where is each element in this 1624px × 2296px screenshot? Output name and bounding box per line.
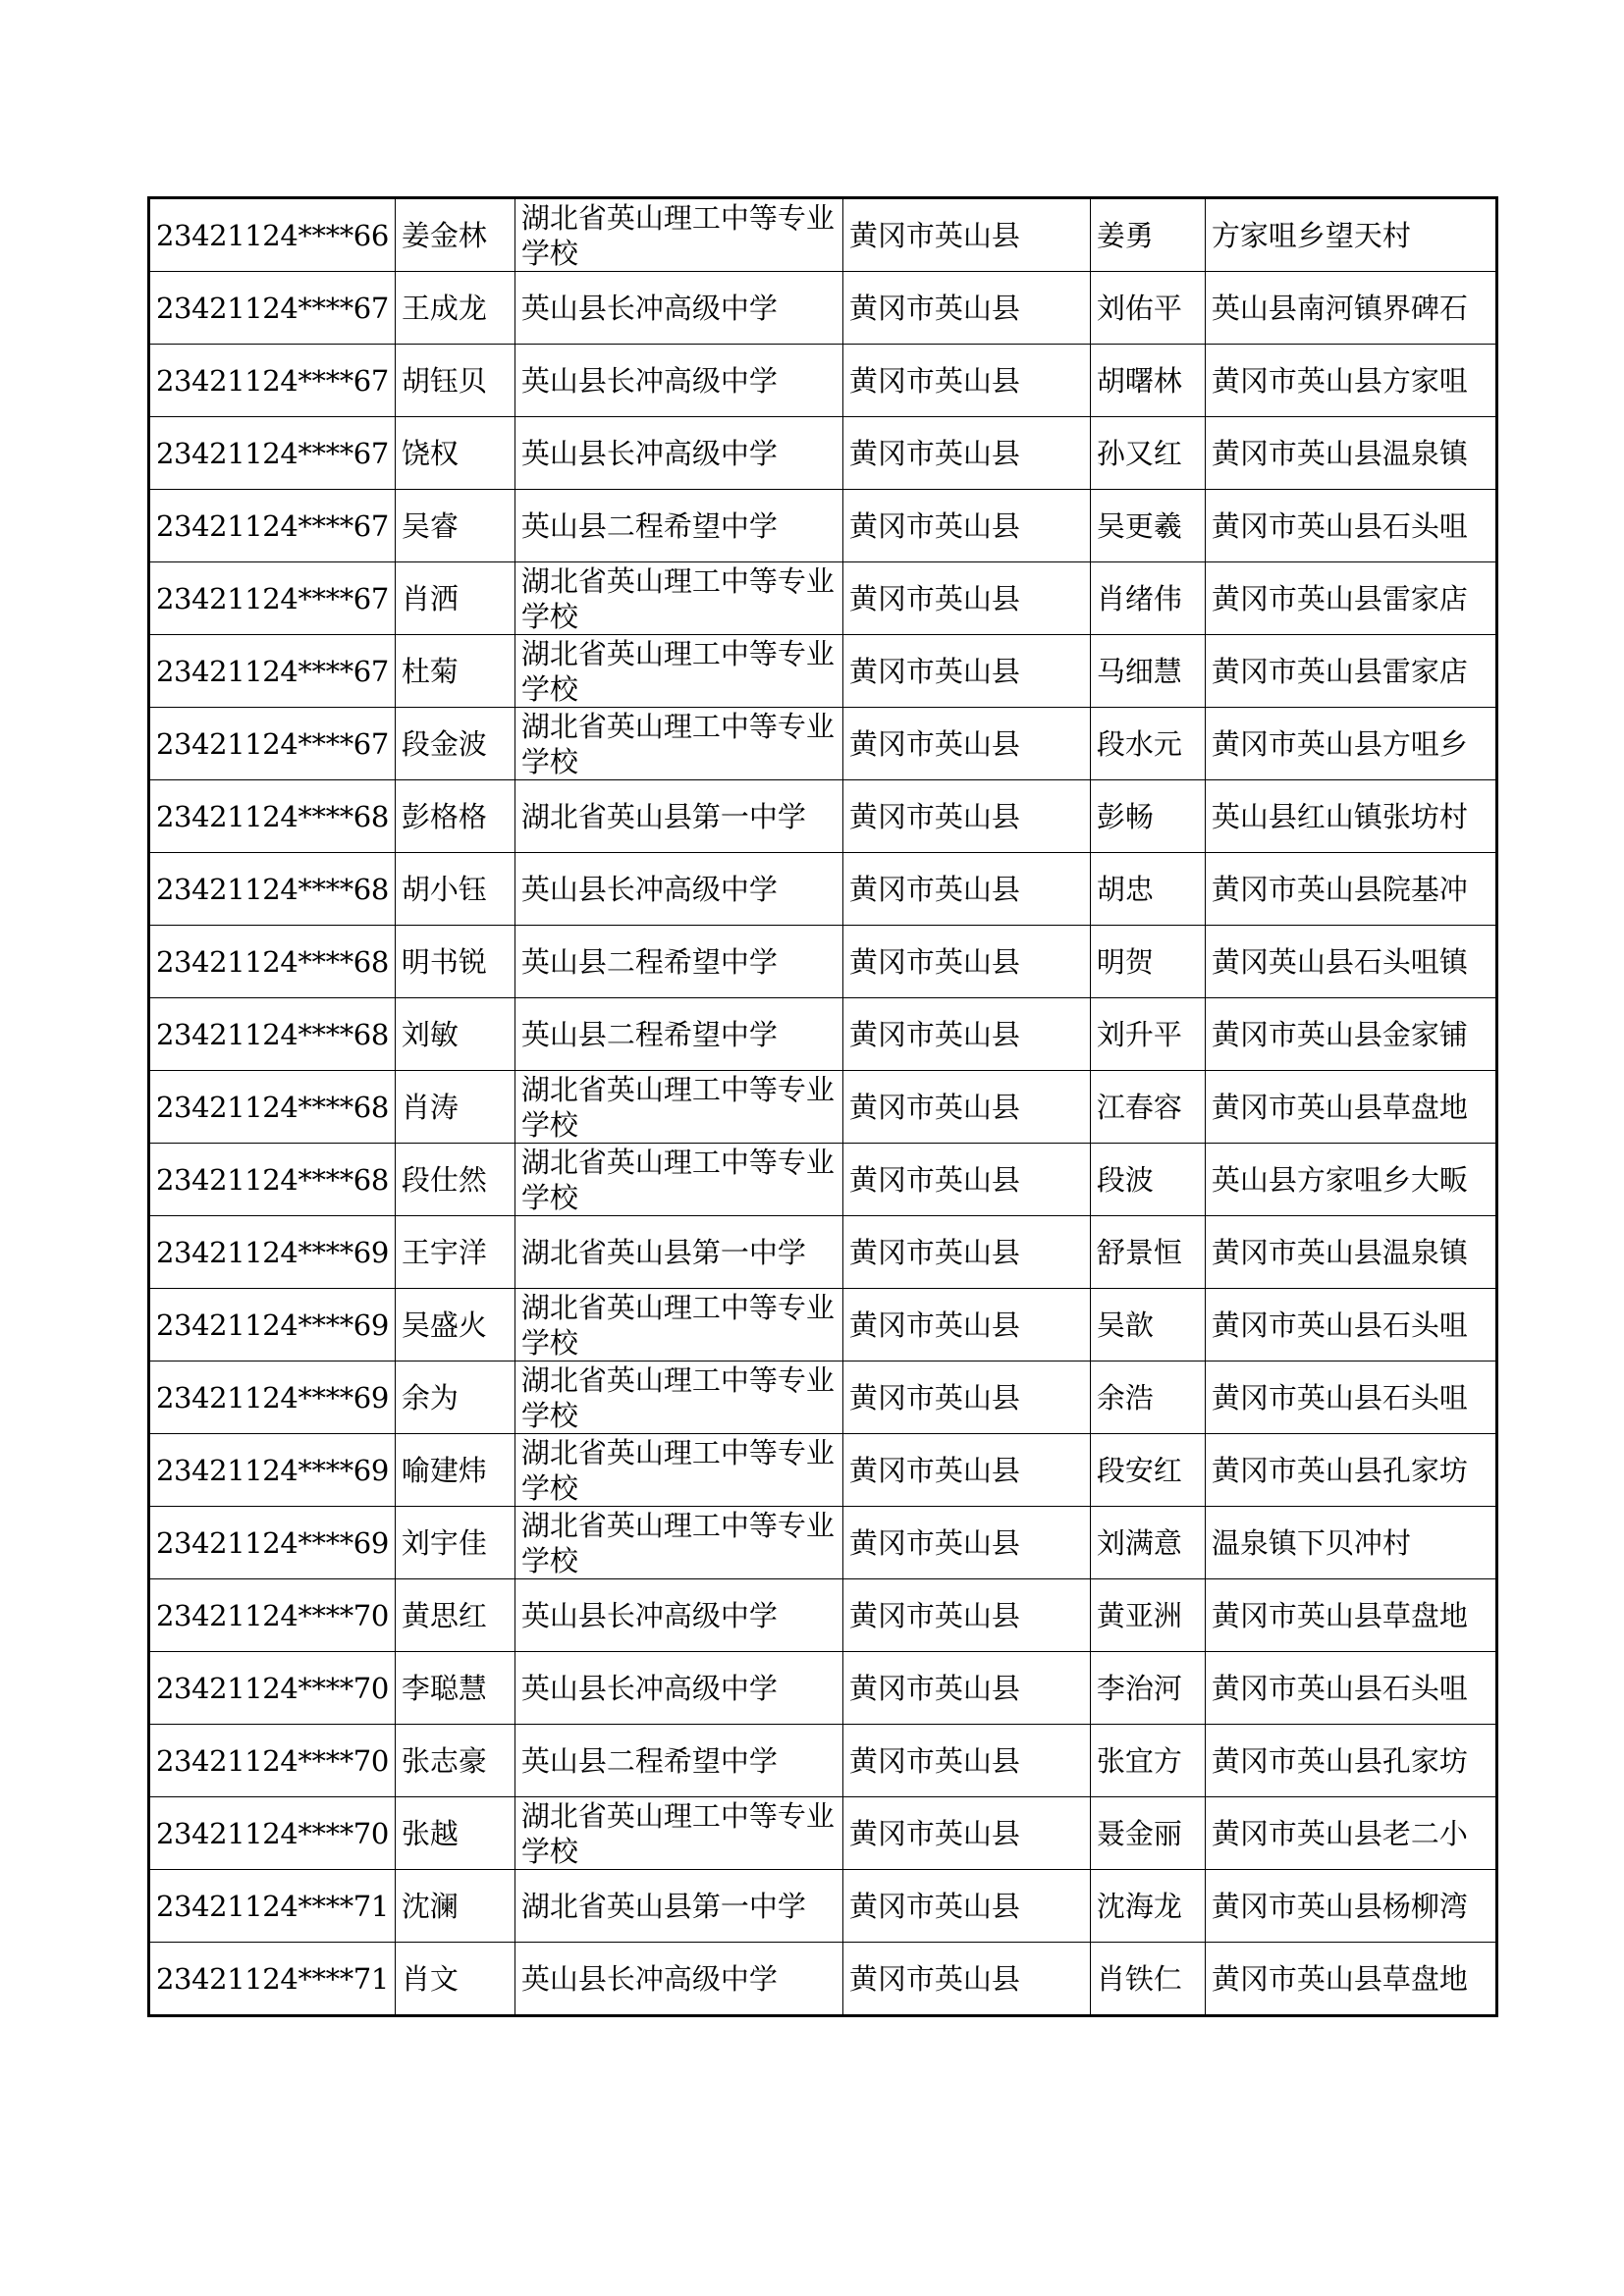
table-row [149, 1216, 1497, 1289]
roster-body [149, 198, 1497, 2016]
student-id-cell: 23421124****69 [149, 1216, 396, 1289]
school-cell: 英山县长冲高级中学 [514, 1579, 842, 1652]
guardian-cell: 刘升平 [1090, 998, 1205, 1071]
student-name-cell: 余为 [395, 1362, 514, 1434]
school-cell: 湖北省英山理工中等专业学校 [514, 1362, 842, 1434]
address-cell: 黄冈市英山县草盘地 [1205, 1943, 1496, 2016]
student-name-cell: 王成龙 [395, 272, 514, 345]
student-id-cell: 23421124****69 [149, 1434, 396, 1507]
student-name-cell: 刘宇佳 [395, 1507, 514, 1579]
table-row [149, 1362, 1497, 1434]
guardian-cell: 黄亚洲 [1090, 1579, 1205, 1652]
student-name-cell: 段仕然 [395, 1144, 514, 1216]
table-row [149, 1507, 1497, 1579]
school-cell: 湖北省英山理工中等专业学校 [514, 562, 842, 635]
student-id-cell: 23421124****67 [149, 272, 396, 345]
city-cell: 黄冈市英山县 [842, 1362, 1090, 1434]
city-cell: 黄冈市英山县 [842, 490, 1090, 562]
table-row [149, 926, 1497, 998]
city-cell: 黄冈市英山县 [842, 198, 1090, 272]
student-name-cell: 喻建炜 [395, 1434, 514, 1507]
guardian-cell: 段波 [1090, 1144, 1205, 1216]
student-id-cell: 23421124****67 [149, 635, 396, 708]
student-name-cell: 王宇洋 [395, 1216, 514, 1289]
address-cell: 黄冈市英山县草盘地 [1205, 1579, 1496, 1652]
student-name-cell: 沈澜 [395, 1870, 514, 1943]
city-cell: 黄冈市英山县 [842, 1071, 1090, 1144]
table-row [149, 1725, 1497, 1797]
address-cell: 黄冈市英山县石头咀 [1205, 1289, 1496, 1362]
guardian-cell: 李治河 [1090, 1652, 1205, 1725]
table-row [149, 1144, 1497, 1216]
address-cell: 英山县红山镇张坊村 [1205, 780, 1496, 853]
address-cell: 黄冈市英山县石头咀 [1205, 490, 1496, 562]
school-cell: 湖北省英山县第一中学 [514, 1870, 842, 1943]
city-cell: 黄冈市英山县 [842, 417, 1090, 490]
address-cell: 黄冈市英山县石头咀 [1205, 1652, 1496, 1725]
city-cell: 黄冈市英山县 [842, 1725, 1090, 1797]
student-name-cell: 肖文 [395, 1943, 514, 2016]
address-cell: 黄冈市英山县雷家店 [1205, 635, 1496, 708]
school-cell: 英山县二程希望中学 [514, 1725, 842, 1797]
guardian-cell: 余浩 [1090, 1362, 1205, 1434]
address-cell: 温泉镇下贝冲村 [1205, 1507, 1496, 1579]
student-name-cell: 段金波 [395, 708, 514, 780]
student-id-cell: 23421124****70 [149, 1652, 396, 1725]
city-cell: 黄冈市英山县 [842, 926, 1090, 998]
student-name-cell: 胡小钰 [395, 853, 514, 926]
address-cell: 英山县方家咀乡大畈 [1205, 1144, 1496, 1216]
school-cell: 湖北省英山县第一中学 [514, 780, 842, 853]
student-id-cell: 23421124****71 [149, 1870, 396, 1943]
student-name-cell: 黄思红 [395, 1579, 514, 1652]
student-id-cell: 23421124****69 [149, 1362, 396, 1434]
guardian-cell: 明贺 [1090, 926, 1205, 998]
city-cell: 黄冈市英山县 [842, 1797, 1090, 1870]
school-cell: 英山县长冲高级中学 [514, 1943, 842, 2016]
table-row [149, 1579, 1497, 1652]
student-id-cell: 23421124****66 [149, 198, 396, 272]
table-row [149, 1797, 1497, 1870]
address-cell: 黄冈市英山县温泉镇 [1205, 1216, 1496, 1289]
guardian-cell: 聂金丽 [1090, 1797, 1205, 1870]
student-id-cell: 23421124****67 [149, 345, 396, 417]
city-cell: 黄冈市英山县 [842, 1434, 1090, 1507]
school-cell: 湖北省英山理工中等专业学校 [514, 1434, 842, 1507]
school-cell: 英山县长冲高级中学 [514, 272, 842, 345]
table-row [149, 1870, 1497, 1943]
table-row [149, 1071, 1497, 1144]
school-cell: 湖北省英山理工中等专业学校 [514, 1289, 842, 1362]
student-name-cell: 张志豪 [395, 1725, 514, 1797]
school-cell: 湖北省英山理工中等专业学校 [514, 1797, 842, 1870]
address-cell: 英山县南河镇界碑石 [1205, 272, 1496, 345]
city-cell: 黄冈市英山县 [842, 345, 1090, 417]
school-cell: 英山县长冲高级中学 [514, 853, 842, 926]
guardian-cell: 马细慧 [1090, 635, 1205, 708]
table-row [149, 1943, 1497, 2016]
city-cell: 黄冈市英山县 [842, 1652, 1090, 1725]
address-cell: 黄冈市英山县杨柳湾 [1205, 1870, 1496, 1943]
school-cell: 英山县长冲高级中学 [514, 1652, 842, 1725]
city-cell: 黄冈市英山县 [842, 635, 1090, 708]
address-cell: 黄冈市英山县孔家坊 [1205, 1725, 1496, 1797]
table-row [149, 853, 1497, 926]
student-id-cell: 23421124****68 [149, 926, 396, 998]
student-name-cell: 饶权 [395, 417, 514, 490]
table-row [149, 345, 1497, 417]
school-cell: 湖北省英山理工中等专业学校 [514, 1071, 842, 1144]
school-cell: 英山县长冲高级中学 [514, 345, 842, 417]
student-name-cell: 彭格格 [395, 780, 514, 853]
student-name-cell: 李聪慧 [395, 1652, 514, 1725]
student-id-cell: 23421124****69 [149, 1507, 396, 1579]
city-cell: 黄冈市英山县 [842, 1216, 1090, 1289]
guardian-cell: 舒景恒 [1090, 1216, 1205, 1289]
student-name-cell: 肖涛 [395, 1071, 514, 1144]
address-cell: 黄冈市英山县孔家坊 [1205, 1434, 1496, 1507]
address-cell: 黄冈市英山县方家咀 [1205, 345, 1496, 417]
student-id-cell: 23421124****70 [149, 1725, 396, 1797]
student-name-cell: 姜金林 [395, 198, 514, 272]
school-cell: 湖北省英山县第一中学 [514, 1216, 842, 1289]
student-id-cell: 23421124****68 [149, 998, 396, 1071]
guardian-cell: 吴更羲 [1090, 490, 1205, 562]
address-cell: 黄冈市英山县院基冲 [1205, 853, 1496, 926]
student-name-cell: 张越 [395, 1797, 514, 1870]
student-id-cell: 23421124****67 [149, 490, 396, 562]
student-id-cell: 23421124****71 [149, 1943, 396, 2016]
city-cell: 黄冈市英山县 [842, 1943, 1090, 2016]
school-cell: 英山县二程希望中学 [514, 926, 842, 998]
table-row [149, 198, 1497, 272]
school-cell: 湖北省英山理工中等专业学校 [514, 1144, 842, 1216]
table-row [149, 1289, 1497, 1362]
table-row [149, 635, 1497, 708]
student-id-cell: 23421124****67 [149, 417, 396, 490]
city-cell: 黄冈市英山县 [842, 1289, 1090, 1362]
guardian-cell: 肖铁仁 [1090, 1943, 1205, 2016]
guardian-cell: 姜勇 [1090, 198, 1205, 272]
student-id-cell: 23421124****69 [149, 1289, 396, 1362]
address-cell: 黄冈市英山县金家铺 [1205, 998, 1496, 1071]
table-row [149, 1652, 1497, 1725]
table-row [149, 708, 1497, 780]
student-name-cell: 肖洒 [395, 562, 514, 635]
guardian-cell: 江春容 [1090, 1071, 1205, 1144]
guardian-cell: 胡忠 [1090, 853, 1205, 926]
student-id-cell: 23421124****68 [149, 853, 396, 926]
student-name-cell: 明书锐 [395, 926, 514, 998]
address-cell: 黄冈英山县石头咀镇 [1205, 926, 1496, 998]
city-cell: 黄冈市英山县 [842, 708, 1090, 780]
student-id-cell: 23421124****67 [149, 708, 396, 780]
city-cell: 黄冈市英山县 [842, 1579, 1090, 1652]
table-row [149, 490, 1497, 562]
address-cell: 黄冈市英山县石头咀 [1205, 1362, 1496, 1434]
city-cell: 黄冈市英山县 [842, 1144, 1090, 1216]
guardian-cell: 段水元 [1090, 708, 1205, 780]
student-roster-table [147, 196, 1498, 2017]
student-id-cell: 23421124****67 [149, 562, 396, 635]
guardian-cell: 孙又红 [1090, 417, 1205, 490]
guardian-cell: 刘佑平 [1090, 272, 1205, 345]
address-cell: 方家咀乡望天村 [1205, 198, 1496, 272]
city-cell: 黄冈市英山县 [842, 853, 1090, 926]
school-cell: 英山县二程希望中学 [514, 490, 842, 562]
address-cell: 黄冈市英山县草盘地 [1205, 1071, 1496, 1144]
guardian-cell: 段安红 [1090, 1434, 1205, 1507]
city-cell: 黄冈市英山县 [842, 998, 1090, 1071]
address-cell: 黄冈市英山县方咀乡 [1205, 708, 1496, 780]
guardian-cell: 沈海龙 [1090, 1870, 1205, 1943]
table-row [149, 1434, 1497, 1507]
student-name-cell: 刘敏 [395, 998, 514, 1071]
school-cell: 英山县二程希望中学 [514, 998, 842, 1071]
school-cell: 湖北省英山理工中等专业学校 [514, 635, 842, 708]
table-row [149, 780, 1497, 853]
guardian-cell: 彭畅 [1090, 780, 1205, 853]
student-id-cell: 23421124****68 [149, 780, 396, 853]
student-name-cell: 吴睿 [395, 490, 514, 562]
guardian-cell: 吴歆 [1090, 1289, 1205, 1362]
guardian-cell: 张宜方 [1090, 1725, 1205, 1797]
city-cell: 黄冈市英山县 [842, 562, 1090, 635]
guardian-cell: 刘满意 [1090, 1507, 1205, 1579]
student-id-cell: 23421124****68 [149, 1071, 396, 1144]
school-cell: 湖北省英山理工中等专业学校 [514, 708, 842, 780]
city-cell: 黄冈市英山县 [842, 780, 1090, 853]
table-row [149, 272, 1497, 345]
student-name-cell: 胡钰贝 [395, 345, 514, 417]
student-name-cell: 吴盛火 [395, 1289, 514, 1362]
table-row [149, 562, 1497, 635]
school-cell: 湖北省英山理工中等专业学校 [514, 198, 842, 272]
guardian-cell: 肖绪伟 [1090, 562, 1205, 635]
school-cell: 湖北省英山理工中等专业学校 [514, 1507, 842, 1579]
address-cell: 黄冈市英山县温泉镇 [1205, 417, 1496, 490]
table-row [149, 998, 1497, 1071]
guardian-cell: 胡曙林 [1090, 345, 1205, 417]
student-id-cell: 23421124****70 [149, 1797, 396, 1870]
city-cell: 黄冈市英山县 [842, 1507, 1090, 1579]
school-cell: 英山县长冲高级中学 [514, 417, 842, 490]
address-cell: 黄冈市英山县雷家店 [1205, 562, 1496, 635]
city-cell: 黄冈市英山县 [842, 1870, 1090, 1943]
address-cell: 黄冈市英山县老二小 [1205, 1797, 1496, 1870]
city-cell: 黄冈市英山县 [842, 272, 1090, 345]
student-id-cell: 23421124****70 [149, 1579, 396, 1652]
student-id-cell: 23421124****68 [149, 1144, 396, 1216]
student-name-cell: 杜菊 [395, 635, 514, 708]
table-row [149, 417, 1497, 490]
